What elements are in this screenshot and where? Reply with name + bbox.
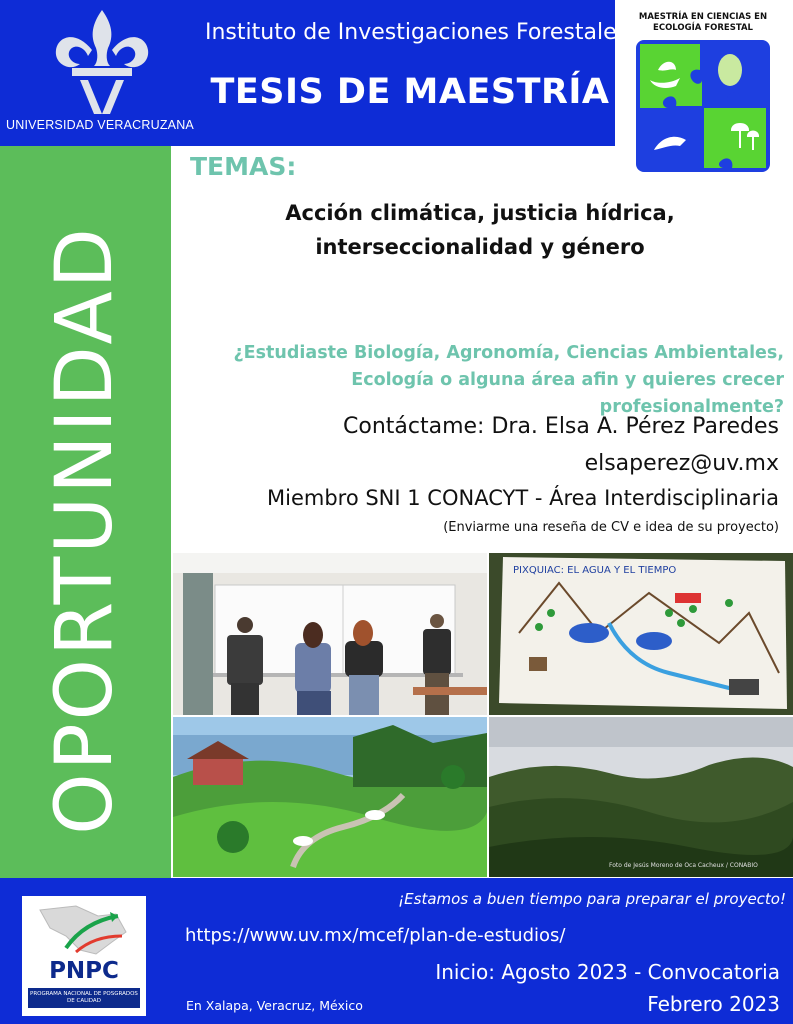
- page-title: TESIS DE MAESTRÍA: [210, 72, 610, 112]
- university-name: UNIVERSIDAD VERACRUZANA: [6, 118, 194, 132]
- program-url-link[interactable]: https://www.uv.mx/mcef/plan-de-estudios/: [185, 925, 566, 946]
- forest-landscape-photo: [489, 717, 793, 877]
- puzzle-logo: [636, 40, 770, 172]
- contact-name: Contáctame: Dra. Elsa A. Pérez Paredes: [343, 414, 779, 439]
- contact-email[interactable]: elsaperez@uv.mx: [584, 451, 779, 476]
- call-date: Febrero 2023: [647, 992, 780, 1016]
- pine-cone-icon: [718, 54, 742, 86]
- fleur-de-lis-icon: [52, 6, 152, 116]
- location: En Xalapa, Veracruz, México: [186, 998, 363, 1013]
- landscape-painting-photo: [173, 717, 487, 877]
- poster-caption: PIXQUIAC: EL AGUA Y EL TIEMPO: [513, 565, 677, 576]
- university-logo: [0, 0, 205, 146]
- program-logo-text: MAESTRÍA EN CIENCIAS EN ECOLOGÍA FORESTAL: [638, 12, 768, 33]
- question-line-2: Ecología o alguna área afin y quieres crecer profesionalmente?: [351, 370, 784, 417]
- topics-line-1: Acción climática, justicia hídrica,: [285, 201, 675, 225]
- title-band: [205, 0, 629, 146]
- topics-text: [200, 196, 760, 264]
- slogan: ¡Estamos a buen tiempo para preparar el proyecto!: [398, 890, 786, 908]
- mexico-map-icon: [36, 902, 132, 960]
- pnpc-logo: [22, 896, 146, 1016]
- start-date: Inicio: Agosto 2023 - Convocatoria: [435, 960, 780, 984]
- pnpc-subtitle: PROGRAMA NACIONAL DE POSGRADOS DE CALIDAD: [28, 988, 140, 1008]
- question-text: [176, 340, 784, 421]
- question-line-1: ¿Estudiaste Biología, Agronomía, Ciencias Ambientales,: [233, 343, 784, 363]
- topics-line-2: interseccionalidad y género: [315, 235, 645, 259]
- institute-name: Instituto de Investigaciones Forestales: [205, 20, 629, 45]
- contact-note: (Enviarme una reseña de CV e idea de su proyecto): [443, 520, 779, 535]
- side-banner-text: OPORTUNIDAD: [40, 225, 130, 835]
- photo-credit: Foto de Jesús Moreno de Oca Cacheux / CONABIO: [609, 862, 758, 869]
- contact-membership: Miembro SNI 1 CONACYT - Área Interdisciplinaria: [267, 486, 779, 510]
- topics-label: TEMAS:: [190, 152, 297, 181]
- classroom-photo: [173, 553, 487, 715]
- pnpc-title: PNPC: [49, 958, 119, 984]
- community-map-photo: [489, 553, 793, 715]
